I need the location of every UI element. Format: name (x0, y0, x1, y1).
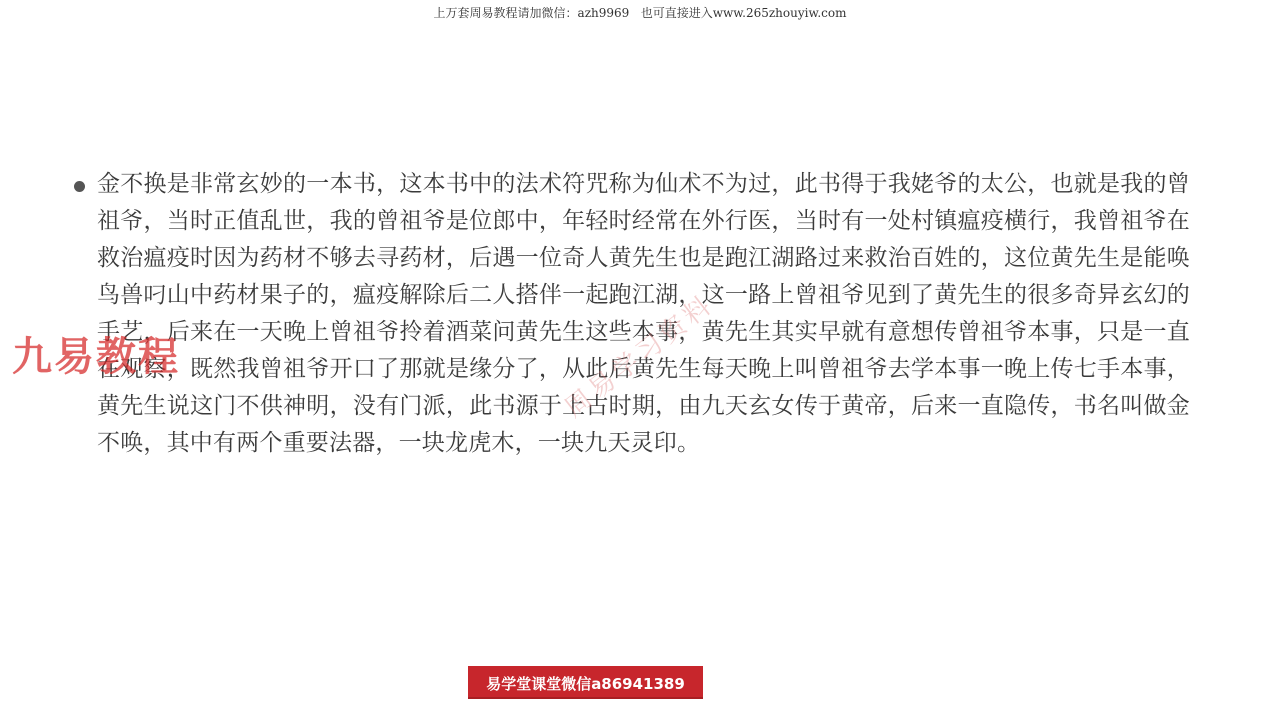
slide-content (74, 166, 1190, 462)
wechat-badge: 易学堂课堂微信a86941389 (468, 666, 703, 699)
watermark-stamp: 周易学习资料 (559, 289, 720, 424)
bullet-item (74, 166, 1190, 462)
watermark-logo: 九易教程 (12, 334, 180, 380)
bullet-dot-icon (74, 181, 85, 192)
bullet-paragraph: 金不换是非常玄妙的一本书，这本书中的法术符咒称为仙术不为过，此书得于我姥爷的太公，也就是我的曾祖爷，当时正值乱世，我的曾祖爷是位郎中，年轻时经常在外行医，当时有一处村镇瘟疫横行，我曾祖爷在救治瘟疫时因为药材不够去寻药材，后遇一位奇人黄先生也是跑江湖路过来救治百姓的，这位黄先生是能唤鸟兽叼山中药材果子的，瘟疫解除后二人搭伴一起跑江湖，这一路上曾祖爷见到了黄先生的很多奇异玄幻的手艺，后来在一天晚上曾祖爷拎着酒菜问黄先生这些本事，黄先生其实早就有意想传曾祖爷本事，只是一直在观察，既然我曾祖爷开口了那就是缘分了，从此后黄先生每天晚上叫曾祖爷去学本事一晚上传七手本事，黄先生说这门不供神明，没有门派，此书源于上古时期，由九天玄女传于黄帝，后来一直隐传，书名叫做金不唤，其中有两个重要法器，一块龙虎木，一块九天灵印。 (97, 171, 1190, 456)
top-banner: 上万套周易教程请加微信：azh9969 也可直接进入www.265zhouyiw.com (433, 6, 847, 20)
